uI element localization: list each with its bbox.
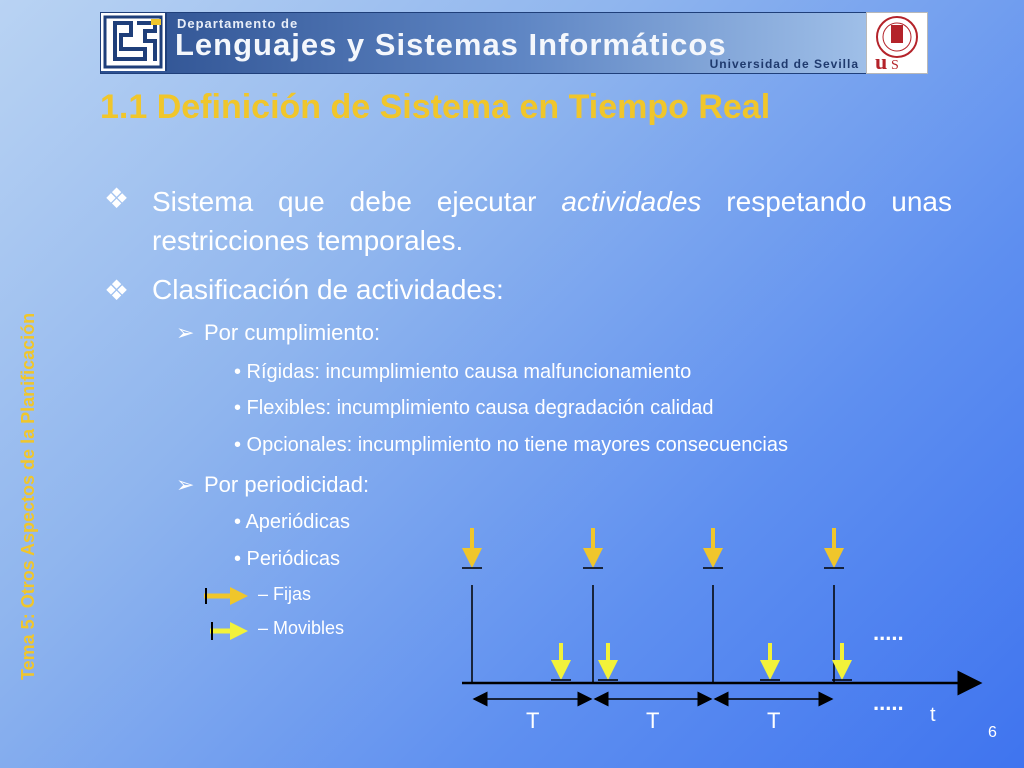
movable-activation-arrow: [760, 643, 780, 680]
svg-text:S: S: [891, 58, 899, 73]
arrow-bullet-icon: ➢: [176, 472, 195, 497]
fixed-activation-arrow: [703, 528, 723, 568]
department-prefix: Departamento de: [177, 16, 299, 31]
diamond-bullet-icon: ❖: [104, 183, 130, 214]
fixed-legend-arrow-icon: [204, 587, 248, 605]
time-axis-label: t: [930, 704, 936, 726]
movable-activation-arrow: [832, 643, 852, 680]
list-item-fixed: – Fijas: [258, 584, 312, 604]
movable-activation-arrow: [551, 643, 571, 680]
period-label: T: [767, 708, 781, 733]
list-item: • Opcionales: incumplimiento no tiene mayores consecuencias: [234, 434, 788, 456]
page-number: 6: [988, 724, 997, 741]
topic-side-label: Tema 5: Otros Aspectos de la Planificación: [18, 312, 38, 680]
list-item: • Rígidas: incumplimiento causa malfuncionamiento: [234, 361, 692, 383]
fixed-activation-arrow: [462, 528, 482, 568]
list-item: • Aperiódicas: [234, 511, 350, 533]
movable-activation-arrow: [598, 643, 618, 680]
continuation-dots-upper: .....: [873, 620, 904, 645]
period-label: T: [526, 708, 540, 733]
continuation-dots-lower: .....: [873, 690, 904, 715]
sub-bullet-periodicity: Por periodicidad:: [204, 472, 370, 497]
bullet-definition-prefix: Sistema que debe ejecutar: [152, 186, 537, 217]
sub-bullet-compliance: Por cumplimiento:: [204, 320, 381, 345]
bullet-definition-emphasis: actividades: [561, 186, 702, 217]
period-label: T: [646, 708, 660, 733]
university-name: Universidad de Sevilla: [709, 57, 859, 71]
arrow-bullet-icon: ➢: [176, 320, 195, 345]
diamond-bullet-icon: ❖: [104, 275, 130, 306]
list-item: • Periódicas: [234, 548, 340, 570]
fixed-activation-arrow: [583, 528, 603, 568]
fixed-activation-arrow: [824, 528, 844, 568]
slide-title: 1.1 Definición de Sistema en Tiempo Real: [100, 88, 771, 126]
department-name: Lenguajes y Sistemas Informáticos: [175, 27, 727, 62]
list-item-movable: – Movibles: [258, 618, 345, 638]
movable-legend-arrow-icon: [210, 622, 248, 640]
bullet-classification: Clasificación de actividades:: [152, 274, 504, 305]
svg-text:u: u: [875, 49, 888, 73]
bullet-definition-suffix: respetando unas restricciones temporales.: [152, 186, 953, 256]
list-item: • Flexibles: incumplimiento causa degradación calidad: [234, 397, 714, 419]
